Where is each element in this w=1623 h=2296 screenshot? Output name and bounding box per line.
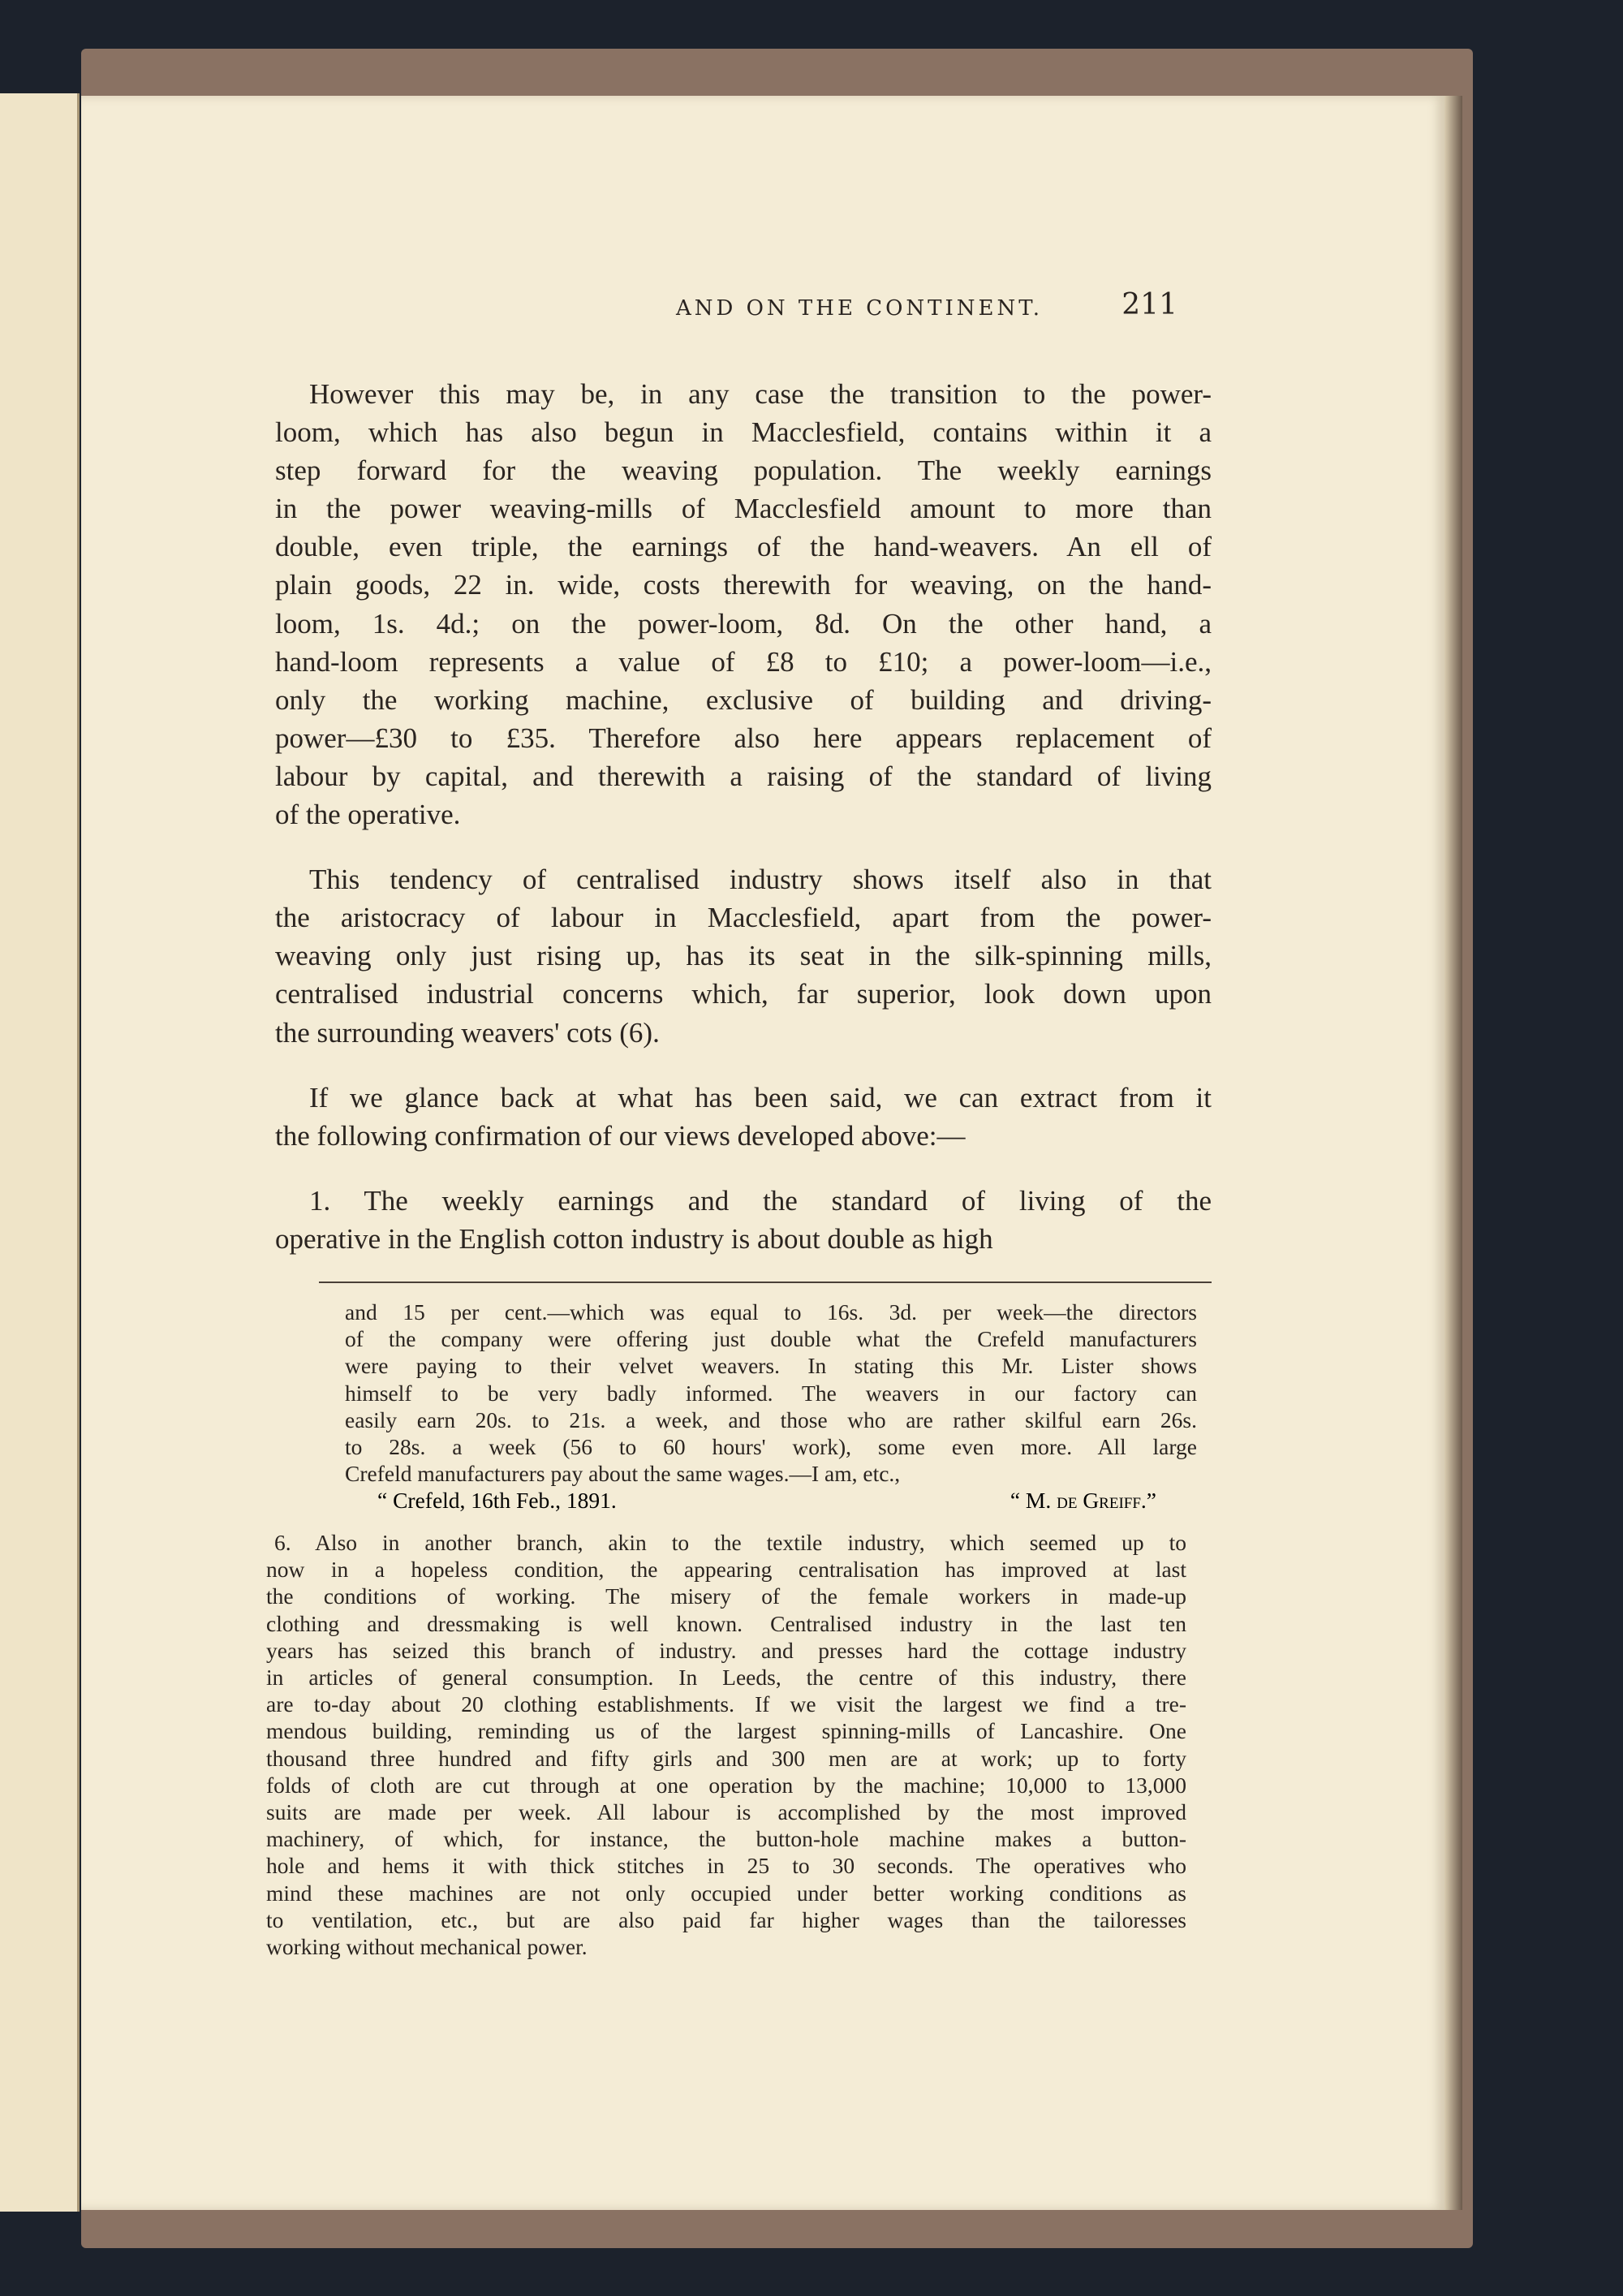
text-line: labour by capital, and therewith a raising of the standard of living [275,760,1212,792]
text-line: folds of cloth are cut through at one operation by the machine; 10,000 to 13,000 [266,1772,1186,1798]
text-line: mendous building, reminding us of the largest spinning-mills of Lancashire. One [266,1718,1186,1744]
text-line: step forward for the weaving population. The weekly earnings [275,454,1212,487]
text-line: operative in the English cotton industry is about double as high [275,1222,993,1255]
text-line: machinery, of which, for instance, the button-hole machine makes a button- [266,1826,1186,1852]
running-title: AND ON THE CONTINENT. [675,296,1044,321]
text-line: of the operative. [275,799,461,831]
paragraph [275,1182,1212,1258]
text-line: suits are made per week. All labour is accomplished by the most improved [266,1799,1186,1825]
footnote-continued [345,1299,1197,1514]
text-line: Crefeld manufacturers pay about the same wages.—I am, etc., [345,1461,901,1487]
paragraph [275,375,1212,834]
text-line: power—£30 to £35. Therefore also here appears replacement of [275,722,1212,754]
text-line: working without mechanical power. [266,1934,588,1960]
text-line: the following confirmation of our views developed above:— [275,1119,966,1152]
text-line: hole and hems it with thick stitches in 25 to 30 seconds. The operatives who [266,1853,1186,1879]
text-line: 6. Also in another branch, akin to the textile industry, which seemed up to [274,1530,1186,1555]
text-line: centralised industrial concerns which, far superior, look down upon [275,978,1212,1010]
text-line: mind these machines are not only occupied under better working conditions as [266,1880,1186,1906]
text-line: in articles of general consumption. In Leeds, the centre of this industry, there [266,1665,1186,1691]
text-line: to ventilation, etc., but are also paid far higher wages than the tailoresses [266,1906,1186,1932]
text-line: are to-day about 20 clothing establishments. If we visit the largest we find a tre- [266,1691,1186,1717]
text-line: hand-loom represents a value of £8 to £10; a power-loom—i.e., [275,645,1212,678]
text-line: the aristocracy of labour in Macclesfield, apart from the power- [275,902,1212,934]
footnote-rule [319,1282,1212,1283]
text-line: the surrounding weavers' cots (6). [275,1016,660,1049]
signature-name: “ M. de Greiff.” [1010,1488,1156,1514]
text-line: easily earn 20s. to 21s. a week, and those who are rather skilful earn 26s. [345,1406,1197,1432]
text-line: 1. The weekly earnings and the standard of living of the [309,1184,1212,1217]
text-line: to 28s. a week (56 to 60 hours' work), some even more. All large [345,1434,1197,1460]
text-line: were paying to their velvet weavers. In stating this Mr. Lister shows [345,1353,1197,1379]
page-edge [1444,96,1462,2210]
body-text [275,375,1212,1285]
paragraph [275,1079,1212,1155]
text-line: loom, 1s. 4d.; on the power-loom, 8d. On the other hand, a [275,607,1212,640]
text-line: plain goods, 22 in. wide, costs therewith for weaving, on the hand- [275,569,1212,601]
text-line: clothing and dressmaking is well known. Centralised industry in the last ten [266,1610,1186,1636]
text-line: years has seized this branch of industry. and presses hard the cottage industry [266,1637,1186,1663]
text-line: If we glance back at what has been said, we can extract from it [309,1081,1212,1114]
page-number: 211 [1121,288,1177,321]
text-line: the conditions of working. The misery of the female workers in made-up [266,1583,1186,1609]
text-line: himself to be very badly informed. The weavers in our factory can [345,1380,1197,1406]
text-line: of the company were offering just double what the Crefeld manufacturers [345,1326,1197,1352]
text-line: in the power weaving-mills of Macclesfield amount to more than [275,493,1212,525]
text-line: loom, which has also begun in Macclesfield, contains within it a [275,416,1212,449]
footnote-6 [266,1529,1186,1960]
text-line: thousand three hundred and fifty girls and 300 men are at work; up to forty [266,1745,1186,1771]
signature-place: “ Crefeld, 16th Feb., 1891. [377,1488,617,1514]
text-line: and 15 per cent.—which was equal to 16s. 3d. per week—the directors [345,1299,1197,1325]
signature-line [345,1487,1197,1514]
text-line: However this may be, in any case the transition to the power- [309,378,1212,410]
text-line: double, even triple, the earnings of the hand-weavers. An ell of [275,531,1212,563]
previous-page-edge [0,93,80,2212]
text-line: weaving only just rising up, has its seat in the silk-spinning mills, [275,940,1212,972]
text-line: now in a hopeless condition, the appearing centralisation has improved at last [266,1557,1186,1583]
paragraph [275,860,1212,1051]
text-line: only the working machine, exclusive of building and driving- [275,683,1212,716]
text-line: This tendency of centralised industry shows itself also in that [309,864,1212,896]
